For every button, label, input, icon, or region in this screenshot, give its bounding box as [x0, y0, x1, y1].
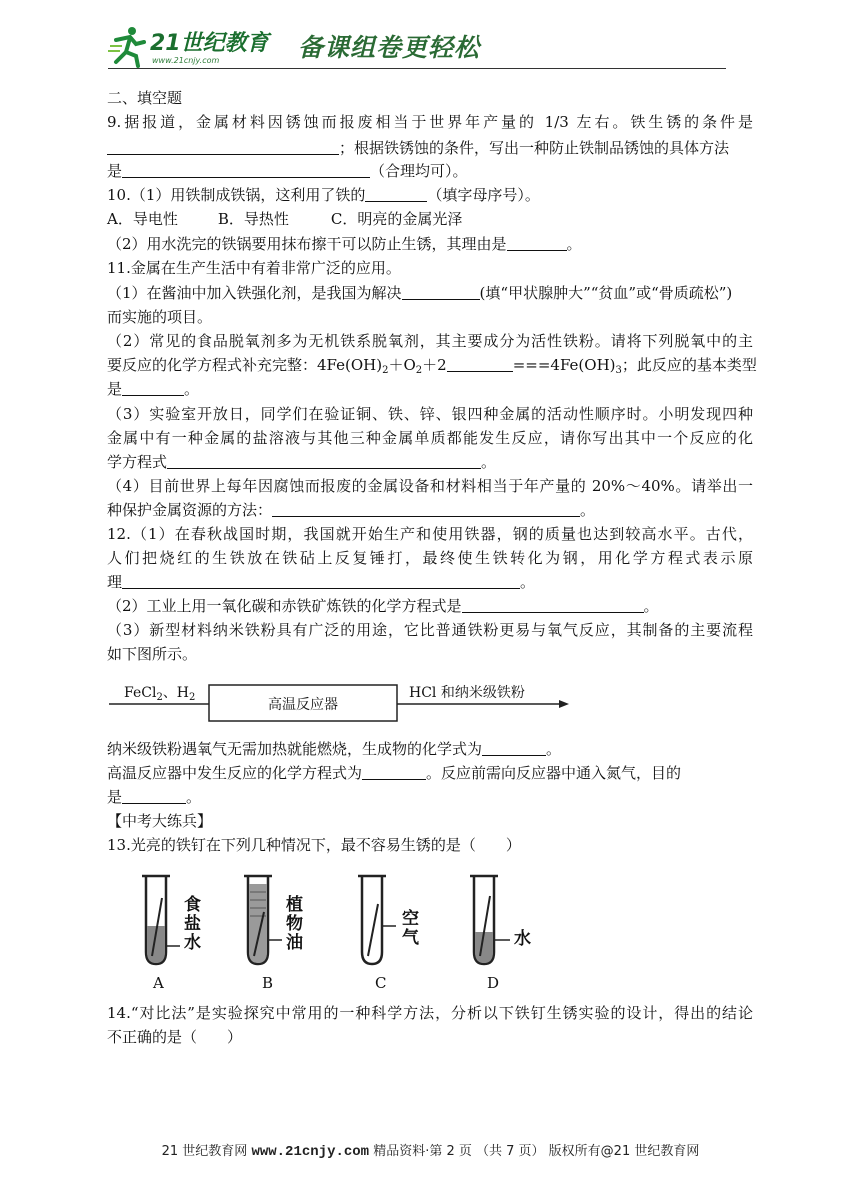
q10-options — [107, 208, 462, 230]
q11-p2-line1: （2）常见的食品脱氧剂多为无机铁系脱氧剂，其主要成分为活性铁粉。请将下列脱氧中的主 — [107, 332, 753, 350]
tube-d — [470, 876, 510, 964]
option-d-letter: D — [487, 974, 500, 992]
footer-site: 21 世纪教育网 — [161, 1144, 248, 1159]
answer-blank[interactable] — [402, 284, 480, 300]
tube-c-label: 空气 — [402, 909, 419, 948]
tube-a-label: 食盐水 — [184, 895, 201, 953]
q12-p3-line2: 如下图所示。 — [107, 645, 198, 663]
page-footer — [0, 1140, 861, 1160]
tube-c — [358, 876, 396, 964]
answer-blank[interactable] — [167, 453, 481, 469]
answer-blank[interactable] — [447, 356, 513, 372]
footer-url[interactable]: www.21cnjy.com — [251, 1144, 370, 1160]
q11-intro: 11.金属在生产生活中有着非常广泛的应用。 — [107, 259, 401, 277]
q12-line2: 人们把烧红的生铁放在铁砧上反复锤打，最终使生铁转化为钢，用化学方程式表示原 — [107, 549, 753, 567]
q14-line2: 不正确的是（ ） — [107, 1028, 243, 1046]
option-a: A．导电性 — [107, 210, 178, 228]
practice-title: 【中考大练兵】 — [107, 812, 213, 830]
q12-line1: 12.（1）在春秋战国时期，我国就开始生产和使用铁器，钢的质量也达到较高水平。古代， — [107, 525, 753, 543]
q12-after-line2: 高温反应器中发生反应的化学方程式为 。反应前需向反应器中通入氮气，目的 — [107, 764, 682, 782]
brand-url: www.21cnjy.com — [152, 56, 220, 65]
q14-line1: 14.“对比法”是实验探究中常用的一种科学方法，分析以下铁钉生锈实验的设计，得出的结论 — [107, 1004, 753, 1022]
answer-blank[interactable] — [365, 186, 427, 202]
tube-a — [142, 876, 180, 964]
tube-b-label: 植物油 — [286, 895, 303, 953]
q11-p3-line3: 学方程式 。 — [107, 453, 497, 471]
q10-line1: 10.（1）用铁制成铁锅，这利用了铁的 （填字母序号）。 — [107, 186, 540, 204]
answer-blank[interactable] — [507, 235, 567, 251]
q12-line3: 理 。 — [107, 573, 536, 591]
flow-output: HCl 和纳米级铁粉 — [409, 685, 525, 701]
q12-p3-line1: （3）新型材料纳米铁粉具有广泛的用途，它比普通铁粉更易与氧气反应，其制备的主要流程 — [107, 621, 753, 639]
answer-blank[interactable] — [482, 740, 546, 756]
page-header — [108, 22, 726, 72]
q11-p2-line3: 是 。 — [107, 380, 200, 398]
tube-b — [244, 876, 282, 964]
flow-reactor-box: 高温反应器 — [268, 697, 338, 713]
q9-line2: ；根据铁锈蚀的条件，写出一种防止铁制品锈蚀的具体方法 — [107, 137, 729, 159]
q11-p4-line1: （4）目前世界上每年因腐蚀而报废的金属设备和材料相当于年产量的 20%～40%。请举出一 — [107, 477, 753, 495]
q12-after-line1: 纳米级铁粉遇氧气无需加热就能燃烧，生成物的化学式为 。 — [107, 740, 562, 758]
runner-logo-icon — [108, 24, 148, 68]
answer-blank[interactable] — [362, 764, 426, 780]
q10-line3: （2）用水洗完的铁锅要用抹布擦干可以防止生锈，其理由是 。 — [107, 235, 582, 253]
q12-p2: （2）工业上用一氧化碳和赤铁矿炼铁的化学方程式是 。 — [107, 597, 659, 615]
process-flow-diagram — [109, 682, 569, 724]
answer-blank[interactable] — [122, 788, 186, 804]
answer-blank[interactable] — [107, 139, 339, 155]
option-c: C．明亮的金属光泽 — [330, 210, 463, 228]
answer-blank[interactable] — [462, 597, 644, 613]
answer-blank[interactable] — [122, 573, 520, 589]
q11-p3-line2: 金属中有一种金属的盐溶液与其他三种金属单质都能发生反应，请你写出其中一个反应的化 — [107, 429, 753, 447]
tube-d-label: 水 — [514, 929, 531, 949]
q11-p3-line1: （3）实验室开放日，同学们在验证铜、铁、锌、银四种金属的活动性顺序时。小明发现四种 — [107, 405, 753, 423]
answer-blank[interactable] — [122, 380, 184, 396]
flow-input: FeCl$_2$、$H_2$ — [124, 685, 196, 703]
brand-name: 21世纪教育 — [150, 31, 269, 56]
q11-p4-line2: 种保护金属资源的方法： 。 — [107, 501, 596, 519]
option-a-letter: A — [153, 974, 164, 992]
q11-p1-line2: 而实施的项目。 — [107, 308, 213, 326]
q13-text: 13.光亮的铁钉在下列几种情况下，最不容易生锈的是（ ） — [107, 836, 521, 854]
q9-line3: 是 （合理均可）。 — [107, 162, 468, 180]
answer-blank[interactable] — [272, 501, 580, 517]
q12-after-line3: 是 。 — [107, 788, 202, 806]
option-c-letter: C — [375, 974, 387, 992]
q9-line1: 9.据报道，金属材料因锈蚀而报废相当于世界年产量的 1/3 左右。铁生锈的条件是 — [107, 113, 753, 131]
option-b: B．导热性 — [217, 210, 289, 228]
footer-rest: 精品资料·第 2 页 （共 7 页） 版权所有@21 世纪教育网 — [373, 1144, 700, 1159]
q11-p1-line1: （1）在酱油中加入铁强化剂，是我国为解决 (填“甲状腺肿大”“贫血”或“骨质疏松”) — [107, 284, 733, 302]
option-b-letter: B — [262, 974, 274, 992]
q11-p2-line2: 要反应的化学方程式补充完整：$4Fe(OH)_2+O_2+2 ===4Fe(OH)_3$；此反应的基本类型 — [107, 356, 757, 376]
header-divider — [108, 68, 726, 69]
brand-slogan: 备课组卷更轻松 — [298, 33, 481, 62]
test-tubes-figure — [140, 868, 560, 990]
section-title: 二、填空题 — [107, 89, 183, 107]
answer-blank[interactable] — [122, 162, 370, 178]
